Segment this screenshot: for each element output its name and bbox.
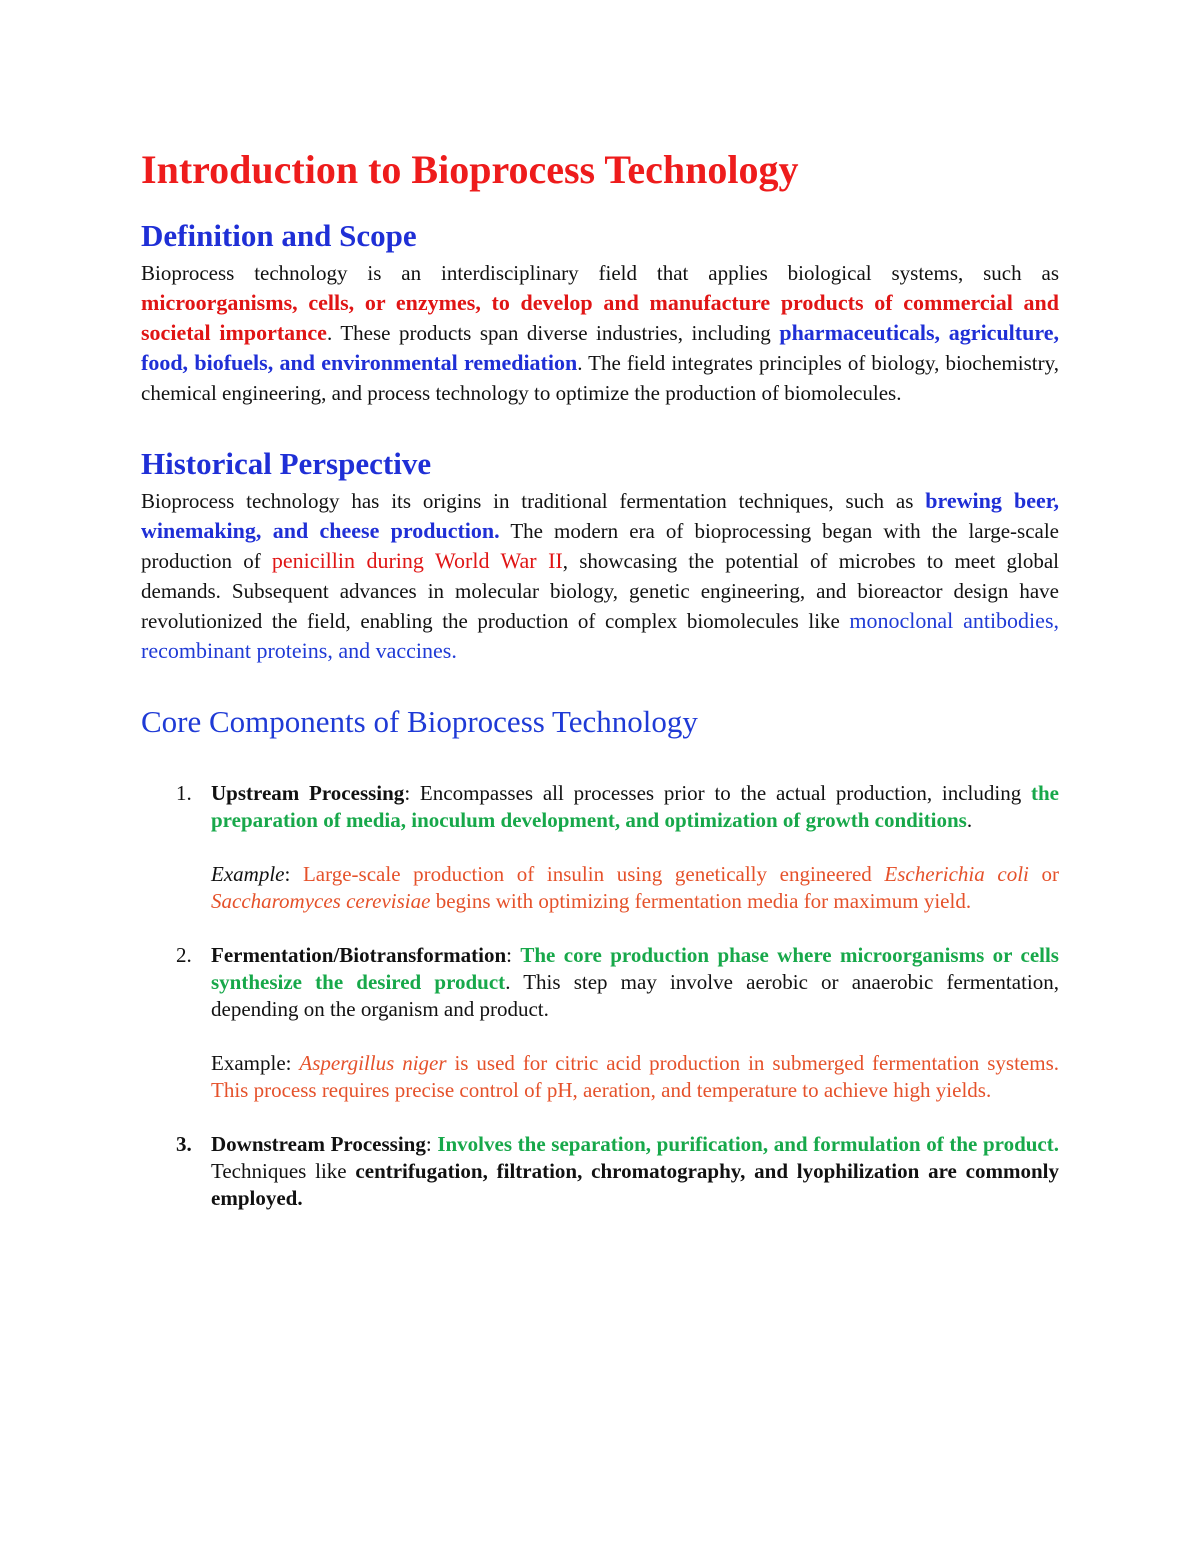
example-separator: : — [284, 862, 303, 886]
page-title: Introduction to Bioprocess Technology — [141, 147, 799, 192]
example-text-2: or — [1028, 862, 1059, 886]
history-text-1: Bioprocess technology has its origins in traditional fermentation techniques, such as — [141, 489, 926, 513]
list-item-text — [211, 1131, 1059, 1212]
list-number: 2. — [176, 943, 192, 967]
example-organism-2: Saccharomyces cerevisiae — [211, 889, 431, 913]
history-text-2: The modern era of bioprocessing began with the large-scale production of — [141, 519, 1059, 573]
example-paragraph — [211, 861, 1059, 915]
example-organism-1: Escherichia coli — [884, 862, 1029, 886]
example-organism-1: Aspergillus niger — [299, 1051, 447, 1075]
list-number: 1. — [176, 781, 192, 805]
list-text-2: . This step may involve aerobic or anaerobic fermentation, depending on the organism and product. — [211, 970, 1060, 1021]
term-fermentation: Fermentation/Biotransformation — [211, 943, 507, 967]
definition-highlight-red: microorganisms, cells, or enzymes, to develop and manufacture products of commercial and societal importance — [141, 290, 1059, 345]
definition-text-3: . The field integrates principles of biology, biochemistry, chemical engineering, and process technology to optimize the production of biomolecules. — [141, 351, 1059, 405]
example-label: Example — [211, 862, 285, 886]
example-paragraph — [211, 1050, 1059, 1104]
section-heading-history: Historical Perspective — [141, 446, 432, 481]
list-item-fermentation — [141, 942, 1059, 1104]
list-item-text — [211, 780, 1059, 834]
list-text-1: : — [425, 1132, 438, 1156]
definition-text-2: . These products span diverse industries, including — [326, 321, 780, 345]
history-highlight-fermentation: brewing beer, winemaking, and cheese production. — [141, 488, 1059, 543]
highlight-green: Involves the separation, purification, and formulation of the product. — [437, 1132, 1059, 1156]
definition-text-1: Bioprocess technology is an interdisciplinary field that applies biological systems, such as — [141, 261, 1059, 285]
example-text-3: begins with optimizing fermentation media for maximum yield. — [430, 889, 972, 913]
history-highlight-penicillin: penicillin during World War II — [271, 548, 563, 573]
history-text-3: , showcasing the potential of microbes to meet global demands. Subsequent advances in molecular biology, genetic engineering, and bioreactor design have revolutionized the field, enabling the production of complex biomolecules like — [141, 549, 1059, 633]
list-text-2: . — [966, 808, 973, 832]
definition-paragraph — [141, 258, 1059, 408]
core-components-list — [141, 780, 1059, 1212]
term-downstream: Downstream Processing — [211, 1132, 426, 1156]
history-paragraph — [141, 486, 1059, 666]
list-text-1: : Encompasses all processes prior to the actual production, including — [404, 781, 1031, 805]
highlight-green: the preparation of media, inoculum development, and optimization of growth conditions — [211, 781, 1059, 832]
list-text-1: : — [506, 943, 521, 967]
example-label: Example: — [211, 1051, 300, 1075]
document-content — [141, 140, 1059, 1212]
list-text-2: Techniques like — [211, 1159, 356, 1183]
section-heading-core: Core Components of Bioprocess Technology — [141, 704, 698, 739]
example-text-1: Large-scale production of insulin using genetically engineered — [302, 862, 885, 886]
list-item-downstream — [141, 1131, 1059, 1212]
list-item-upstream — [141, 780, 1059, 915]
history-highlight-biomolecules: monoclonal antibodies, recombinant proteins, and vaccines. — [141, 608, 1059, 663]
section-heading-definition: Definition and Scope — [141, 218, 417, 253]
list-text-bold: centrifugation, filtration, chromatography, and lyophilization are commonly employed. — [211, 1159, 1059, 1210]
definition-highlight-blue: pharmaceuticals, agriculture, food, biofuels, and environmental remediation — [141, 320, 1059, 375]
highlight-green: The core production phase where microorganisms or cells synthesize the desired product — [211, 943, 1059, 994]
example-text-1: is used for citric acid production in submerged fermentation systems. This process requires precise control of pH, aeration, and temperature to achieve high yields. — [211, 1051, 1059, 1102]
list-item-text — [211, 942, 1059, 1023]
term-upstream: Upstream Processing — [211, 781, 405, 805]
list-number: 3. — [176, 1132, 192, 1156]
